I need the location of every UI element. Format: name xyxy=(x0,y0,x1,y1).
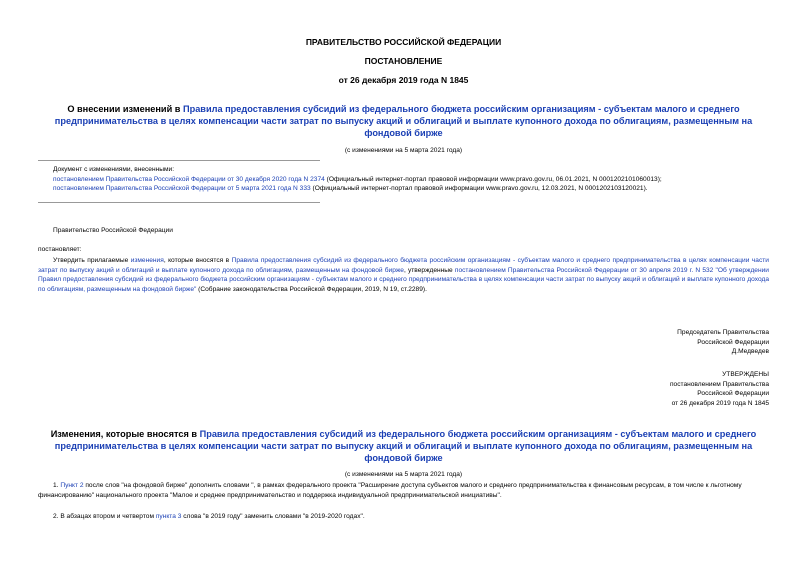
signature-country: Российской Федерации xyxy=(697,338,769,346)
signature-name: Д.Медведев xyxy=(731,348,769,356)
changes-title xyxy=(30,428,777,464)
change-item-1 xyxy=(38,481,769,500)
title-prefix: О внесении изменений в xyxy=(67,104,183,114)
paragraph-text: , которые вносятся в xyxy=(163,257,232,264)
approved-date: от 26 декабря 2019 года N 1845 xyxy=(671,399,769,407)
amendments-bottom-rule xyxy=(38,202,320,203)
signature-position: Председатель Правительства xyxy=(677,329,769,336)
amendment-link-333[interactable]: постановлением Правительства Российской Федерации от 5 марта 2021 года N 333 xyxy=(53,185,311,193)
issuer: Правительство Российской Федерации xyxy=(53,227,173,234)
resolution-paragraph xyxy=(38,256,769,294)
point-3-link[interactable]: пункта 3 xyxy=(155,513,182,520)
title-amended-note: (с изменениями на 5 марта 2021 года) xyxy=(344,147,463,154)
government-name: ПРАВИТЕЛЬСТВО РОССИЙСКОЙ ФЕДЕРАЦИИ xyxy=(305,37,502,47)
amendments-top-rule xyxy=(38,160,320,161)
paragraph-text: (Собрание законодательства Российской Федерации, 2019, N 19, ст.2289). xyxy=(196,285,427,293)
changes-title-prefix: Изменения, которые вносятся в xyxy=(50,429,200,439)
document-title xyxy=(30,103,777,139)
document-date-number: от 26 декабря 2019 года N 1845 xyxy=(338,75,469,85)
amendment-link-2374[interactable]: постановлением Правительства Российской Федерации от 30 декабря 2020 года N 2374 xyxy=(53,175,325,183)
change-item-2 xyxy=(53,512,769,522)
changes-amended-note: (с изменениями на 5 марта 2021 года) xyxy=(344,471,463,478)
resolution-532-link[interactable]: постановлением Правительства Российской Федерации от 30 апреля 2019 г. N 532 "Об утверждении Правил предоставления субсидий из федерального бюджета российским организациям - субъектам малого и среднего предпринимательства в целях компенсации части затрат по выпуску акций и облигаций и выплате купонного дохода по облигациям, размещенным на фондовой бирже" xyxy=(38,266,769,293)
amendment-source: (Официальный интернет-портал правовой информации www.pravo.gov.ru, 12.03.2021, N 0001202103120021). xyxy=(310,185,648,193)
amendments-heading: Документ с изменениями, внесенными: xyxy=(53,166,175,173)
rules-link[interactable]: Правила предоставления субсидий из федерального бюджета российским организациям - субъектам малого и среднего предпринимательства в целях компенсации части затрат по выпуску акций и облигаций и выплате купонного дохода по облигациям, размещенным на фондовой бирже xyxy=(38,257,769,274)
item-text: 2. В абзацах втором и четвертом xyxy=(53,513,156,520)
amendment-item xyxy=(53,184,773,194)
item-number: 1. xyxy=(53,482,61,489)
item-text: слова "в 2019 году" заменить словами "в 2019-2020 годах". xyxy=(181,513,365,520)
paragraph-text: , утвержденные xyxy=(403,266,455,274)
approved-country: Российской Федерации xyxy=(697,390,769,398)
title-rules-link[interactable]: Правила предоставления субсидий из федерального бюджета российским организациям - субъектам малого и среднего предпринимательства в целях компенсации части затрат по выпуску акций и облигаций и выплате купонного дохода по облигациям, размещенным на фондовой бирже xyxy=(54,104,753,138)
resolves-word: постановляет: xyxy=(38,246,82,253)
paragraph-text: Утвердить прилагаемые xyxy=(53,257,131,264)
amendment-item xyxy=(53,175,773,185)
approved-label: УТВЕРЖДЕНЫ xyxy=(722,371,769,378)
amendment-source: (Официальный интернет-портал правовой информации www.pravo.gov.ru, 06.01.2021, N 0001202101060013); xyxy=(324,175,662,183)
point-2-link[interactable]: Пункт 2 xyxy=(60,482,84,489)
changes-link[interactable]: изменения xyxy=(130,257,164,264)
amendments-box xyxy=(53,165,773,194)
approved-block xyxy=(469,370,769,408)
changes-rules-link[interactable]: Правила предоставления субсидий из федерального бюджета российским организациям - субъектам малого и среднего предпринимательства в целях компенсации части затрат по выпуску акций и облигаций и выплате купонного дохода по облигациям, размещенным на фондовой бирже xyxy=(54,429,757,463)
signature-block xyxy=(469,328,769,357)
approved-by: постановлением Правительства xyxy=(669,380,769,388)
document-type: ПОСТАНОВЛЕНИЕ xyxy=(364,56,443,66)
item-text: после слов "на фондовой бирже" дополнить словами ", в рамках федерального проекта "Расширение доступа субъектов малого и среднего предпринимательства к финансовым ресурсам, в том числе к льготному финансированию" национального проекта "Малое и среднее предпринимательство и поддержка индивидуальной предпринимательской инициативы". xyxy=(38,482,742,499)
